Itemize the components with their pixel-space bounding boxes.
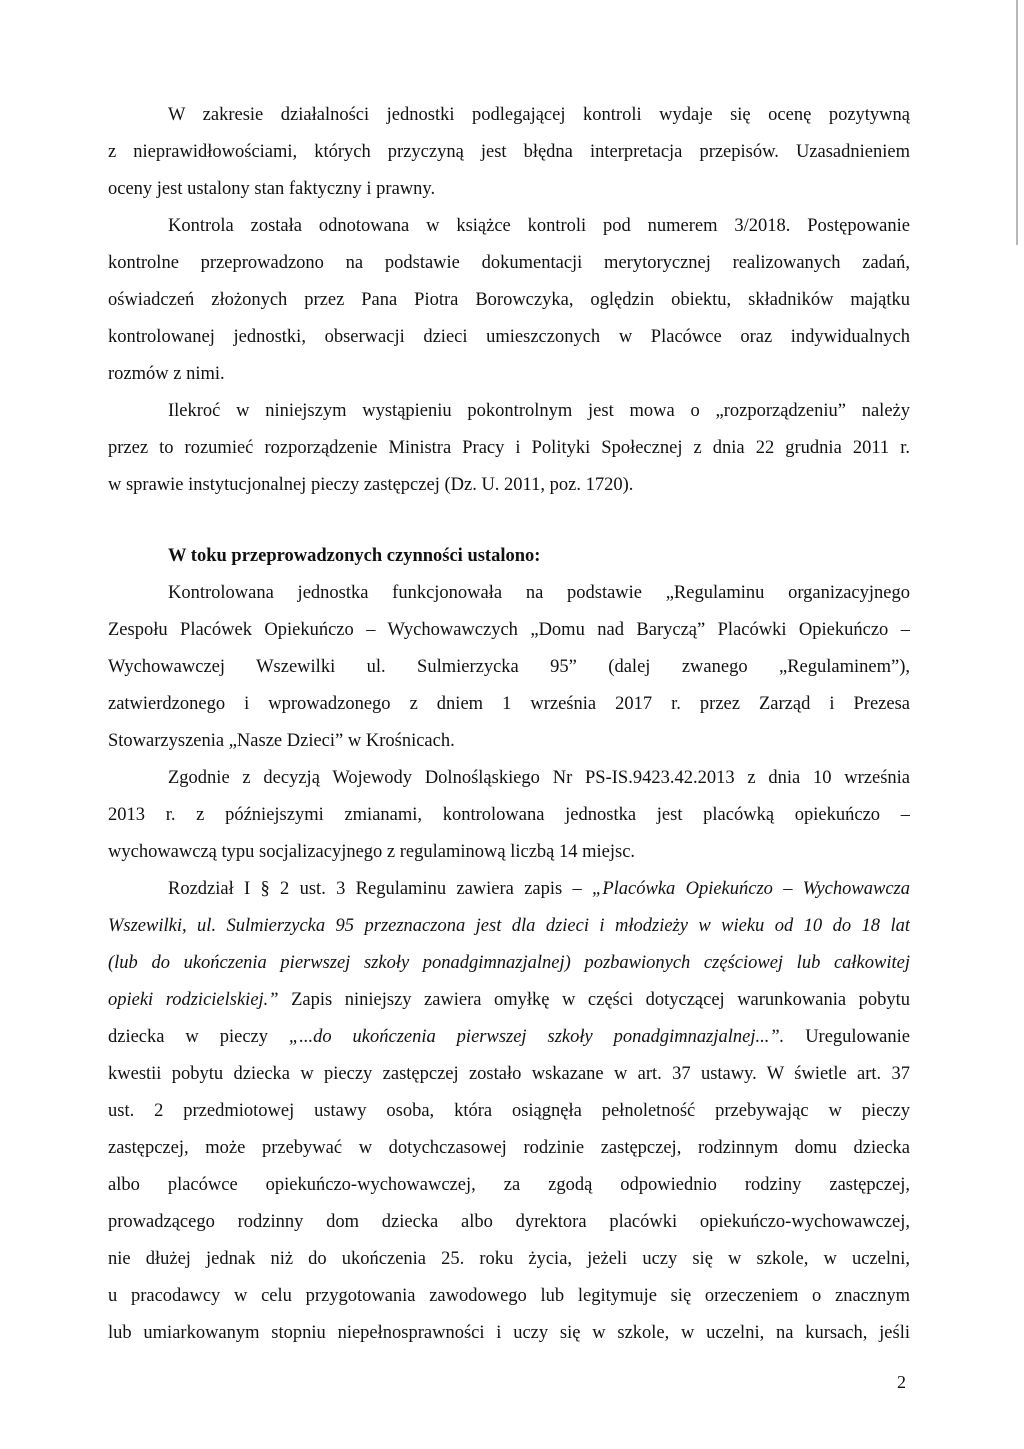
paragraph-6-line-1-text: Rozdział I § 2 ust. 3 Regulaminu zawiera zapis – <box>168 879 593 899</box>
paragraph-1-line-3: oceny jest ustalony stan faktyczny i prawny. <box>108 179 436 199</box>
paragraph-2-line-5: rozmów z nimi. <box>108 364 225 384</box>
paragraph-6-line-6: kwestii pobytu dziecka w pieczy zastępczej zostało wskazane w art. 37 ustawy. W świetle art. 37 <box>108 1064 910 1084</box>
scan-edge-line <box>1016 0 1018 245</box>
document-body <box>108 97 910 1352</box>
paragraph-5-line-1: Zgodnie z decyzją Wojewody Dolnośląskiego Nr PS-IS.9423.42.2013 z dnia 10 września <box>168 768 910 788</box>
paragraph-4-line-2: Zespołu Placówek Opiekuńczo – Wychowawczych „Domu nad Baryczą” Placówki Opiekuńczo – <box>108 620 910 640</box>
paragraph-6-line-4 <box>108 982 910 1019</box>
paragraph-6-line-4-quote: opieki rodzicielskiej.” <box>108 990 279 1010</box>
paragraph-5-line-2: 2013 r. z późniejszymi zmianami, kontrolowana jednostka jest placówką opiekuńczo – <box>108 805 910 825</box>
paragraph-6-line-2: Wszewilki, ul. Sulmierzycka 95 przeznaczona jest dla dzieci i młodzieży w wieku od 10 do 18 lat <box>108 916 910 936</box>
paragraph-6-line-13: lub umiarkowanym stopniu niepełnosprawności i uczy się w szkole, w uczelni, na kursach, jeśli <box>108 1323 910 1343</box>
paragraph-4-line-4: zatwierdzonego i wprowadzonego z dniem 1 września 2017 r. przez Zarząd i Prezesa <box>108 694 910 714</box>
paragraph-6-line-5-quote: „...do ukończenia pierwszej szkoły ponadgimnazjalnej...”. <box>288 1027 785 1047</box>
paragraph-6-line-5 <box>108 1019 910 1056</box>
paragraph-6-line-12: u pracodawcy w celu przygotowania zawodowego lub legitymuje się orzeczeniem o znacznym <box>108 1286 910 1306</box>
paragraph-4-line-3: Wychowawczej Wszewilki ul. Sulmierzycka 95” (dalej zwanego „Regulaminem”), <box>108 657 910 677</box>
paragraph-6-line-4-text: Zapis niniejszy zawiera omyłkę w części dotyczącej warunkowania pobytu <box>278 990 910 1010</box>
paragraph-3-line-3: w sprawie instytucjonalnej pieczy zastępczej (Dz. U. 2011, poz. 1720). <box>108 475 634 495</box>
paragraph-4-line-5: Stowarzyszenia „Nasze Dzieci” w Krośnicach. <box>108 731 455 751</box>
paragraph-6-line-5-text-b: Uregulowanie <box>784 1027 910 1047</box>
paragraph-2-line-2: kontrolne przeprowadzono na podstawie dokumentacji merytorycznej realizowanych zadań, <box>108 253 910 273</box>
paragraph-2-line-1: Kontrola została odnotowana w książce kontroli pod numerem 3/2018. Postępowanie <box>168 216 910 236</box>
paragraph-5-line-3: wychowawczą typu socjalizacyjnego z regulaminową liczbą 14 miejsc. <box>108 842 636 862</box>
page-number: 2 <box>897 1372 906 1392</box>
paragraph-1-line-2: z nieprawidłowościami, których przyczyną jest błędna interpretacja przepisów. Uzasadnieniem <box>108 142 910 162</box>
paragraph-6-line-1 <box>108 871 910 908</box>
paragraph-3-line-1: Ilekroć w niniejszym wystąpieniu pokontrolnym jest mowa o „rozporządzeniu” należy <box>168 401 910 421</box>
section-gap <box>108 504 910 538</box>
paragraph-6-line-1-quote: „Placówka Opiekuńczo – Wychowawcza <box>592 879 910 899</box>
paragraph-6-line-11: nie dłużej jednak niż do ukończenia 25. roku życia, jeżeli uczy się w szkole, w uczelni, <box>108 1249 910 1269</box>
paragraph-6-line-8: zastępczej, może przebywać w dotychczasowej rodzinie zastępczej, rodzinnym domu dziecka <box>108 1138 910 1158</box>
paragraph-6-line-5-text-a: dziecka w pieczy <box>108 1027 289 1047</box>
paragraph-6-line-9: albo placówce opiekuńczo-wychowawczej, za zgodą odpowiednio rodziny zastępczej, <box>108 1175 910 1195</box>
paragraph-1-line-1: W zakresie działalności jednostki podlegającej kontroli wydaje się ocenę pozytywną <box>168 105 910 125</box>
paragraph-3-line-2: przez to rozumieć rozporządzenie Ministra Pracy i Polityki Społecznej z dnia 22 grudnia 2011 r. <box>108 438 910 458</box>
paragraph-2-line-3: oświadczeń złożonych przez Pana Piotra Borowczyka, oględzin obiektu, składników majątku <box>108 290 910 310</box>
paragraph-4-line-1: Kontrolowana jednostka funkcjonowała na podstawie „Regulaminu organizacyjnego <box>168 583 910 603</box>
paragraph-6-line-7: ust. 2 przedmiotowej ustawy osoba, która osiągnęła pełnoletność przebywając w pieczy <box>108 1101 910 1121</box>
section-heading: W toku przeprowadzonych czynności ustalono: <box>168 546 541 566</box>
paragraph-6-line-3: (lub do ukończenia pierwszej szkoły ponadgimnazjalnej) pozbawionych częściowej lub całkowitej <box>108 953 910 973</box>
paragraph-6-line-10: prowadzącego rodzinny dom dziecka albo dyrektora placówki opiekuńczo-wychowawczej, <box>108 1212 910 1232</box>
paragraph-2-line-4: kontrolowanej jednostki, obserwacji dzieci umieszczonych w Placówce oraz indywidualnych <box>108 327 910 347</box>
